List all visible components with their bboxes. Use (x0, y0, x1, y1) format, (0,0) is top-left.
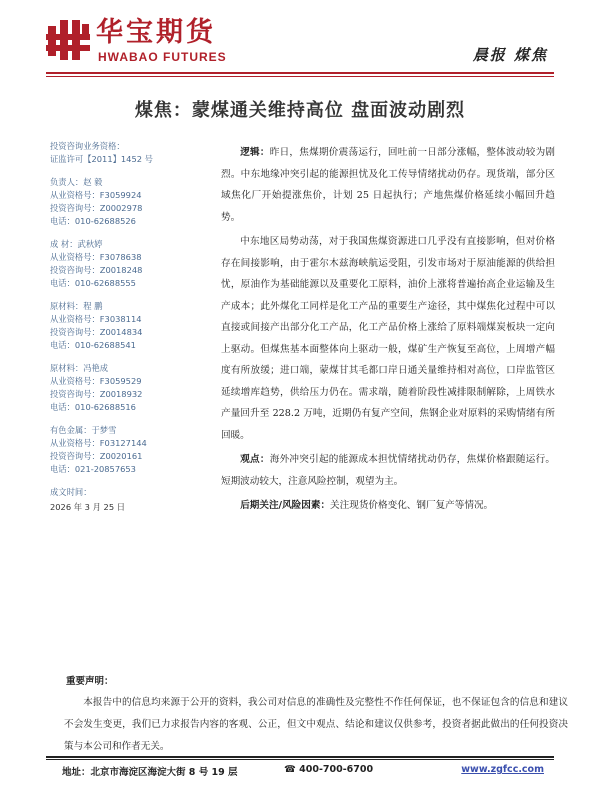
risk-label: 后期关注/风险因素： (240, 500, 331, 511)
footer-website-link[interactable]: www.zgfcc.com (461, 764, 544, 775)
footer-address: 地址：北京市海淀区海淀大街 8 号 19 层 (62, 767, 238, 778)
phone-number: 400-700-6700 (299, 764, 374, 775)
logo-english-name: HWABAO FUTURES (98, 50, 227, 64)
analyst-consult-no: 投资咨询号：Z0014834 (50, 327, 143, 337)
logo-chinese-name: 华宝期货 (96, 17, 216, 48)
footer-divider (46, 756, 554, 758)
logic-text: 昨日，焦煤期价震荡运行，回吐前一日部分涨幅，整体波动较为剧烈。中东地缘冲突引起的能源担忧及化工传导情绪扰动仍存。现货端，部分区域焦化厂开始提涨焦价，计划 25 日起执行；产地焦煤价格延续小幅回升趋势。 (221, 147, 556, 223)
logic-paragraph (221, 142, 555, 228)
analyst-block (50, 424, 200, 476)
report-type-label: 晨报 煤焦 (472, 46, 548, 64)
qualification-label: 投资咨询业务资格： (50, 141, 125, 151)
analysis-paragraph: 中东地区局势动荡，对于我国焦煤资源进口几乎没有直接影响，但对价格存在间接影响，由于霍尔木兹海峡航运受阻，引发市场对于原油能源的供给担忧，原油作为基础能源以及重要化工原料，油价上涨将普遍抬高企业运输及生产成本；此外煤化工同样是化工产品的重要生产途径，其中煤焦化过程中可以直接或间接产出部分化工产品，化工产品价格上涨给了原料端煤炭板块一定向上驱动。但煤焦基本面整体向上驱动一般，煤矿生产恢复至高位，上周增产幅度有所放缓；进口端，蒙煤甘其毛都口岸日通关量维持相对高位，口岸监管区延续增库趋势，供给压力仍在。需求端，随着阶段性减排限制解除，上周铁水产量回升至 228.2 万吨，近期仍有复产空间，焦钢企业对原料的采购情绪有所回暖。 (221, 236, 555, 441)
disclaimer-text: 本报告中的信息均来源于公开的资料，我公司对信息的准确性及完整性不作任何保证，也不保证包含的信息和建议不会发生变更，我们已力求报告内容的客观、公正，但文中观点、结论和建议仅供参考，投资者据此做出的任何投资决策与本公司和作者无关。 (64, 697, 568, 752)
header-divider-thin (46, 76, 554, 77)
report-date: 2026 年 3 月 25 日 (50, 502, 126, 512)
analyst-license: 从业资格号：F3059924 (50, 190, 142, 200)
footer-divider-thin (46, 759, 554, 760)
analyst-license: 从业资格号：F3078638 (50, 252, 142, 262)
analyst-name: 负责人：赵 毅 (50, 177, 103, 187)
logic-label: 逻辑： (240, 147, 270, 158)
analyst-name: 有色金属：于梦雪 (50, 425, 117, 435)
analyst-license: 从业资格号：F03127144 (50, 438, 147, 448)
footer-phone (284, 764, 373, 775)
qualification-license: 证监许可【2011】1452 号 (50, 154, 153, 164)
analyst-phone: 电话：010-62688555 (50, 278, 136, 288)
report-title: 煤焦：蒙煤通关维持高位 盘面波动剧烈 (134, 100, 466, 121)
risk-paragraph (221, 495, 555, 517)
analyst-phone: 电话：010-62688516 (50, 402, 136, 412)
analyst-license: 从业资格号：F3059529 (50, 376, 142, 386)
view-label: 观点： (240, 454, 270, 465)
view-paragraph (221, 449, 555, 492)
analyst-block (50, 362, 200, 414)
analyst-block (50, 238, 200, 290)
analyst-consult-no: 投资咨询号：Z0018932 (50, 389, 143, 399)
company-logo-icon (46, 18, 90, 62)
date-block (50, 486, 200, 514)
phone-icon: ☎ (284, 764, 300, 775)
risk-text: 关注现货价格变化、钢厂复产等情况。 (330, 500, 494, 511)
analyst-consult-no: 投资咨询号：Z0020161 (50, 451, 143, 461)
analyst-block (50, 300, 200, 352)
view-text: 海外冲突引起的能源成本担忧情绪扰动仍存，焦煤价格跟随运行。短期波动较大，注意风险控制，观望为主。 (221, 454, 556, 487)
analyst-phone: 电话：010-62688526 (50, 216, 136, 226)
qualification-block (50, 140, 200, 166)
analyst-name: 原材料：程 鹏 (50, 301, 103, 311)
analyst-phone: 电话：010-62688541 (50, 340, 136, 350)
analyst-block (50, 176, 200, 228)
date-label: 成文时间： (50, 487, 92, 497)
analyst-license: 从业资格号：F3038114 (50, 314, 142, 324)
analyst-consult-no: 投资咨询号：Z0018248 (50, 265, 143, 275)
report-body (221, 142, 555, 520)
analyst-name: 成 材：武秋婷 (50, 239, 103, 249)
analyst-name: 原材料：冯艳成 (50, 363, 109, 373)
header-divider (46, 72, 554, 74)
analyst-consult-no: 投资咨询号：Z0002978 (50, 203, 143, 213)
disclaimer-title: 重要声明： (66, 676, 114, 687)
analyst-phone: 电话：021-20857653 (50, 464, 136, 474)
analyst-sidebar (50, 140, 200, 524)
